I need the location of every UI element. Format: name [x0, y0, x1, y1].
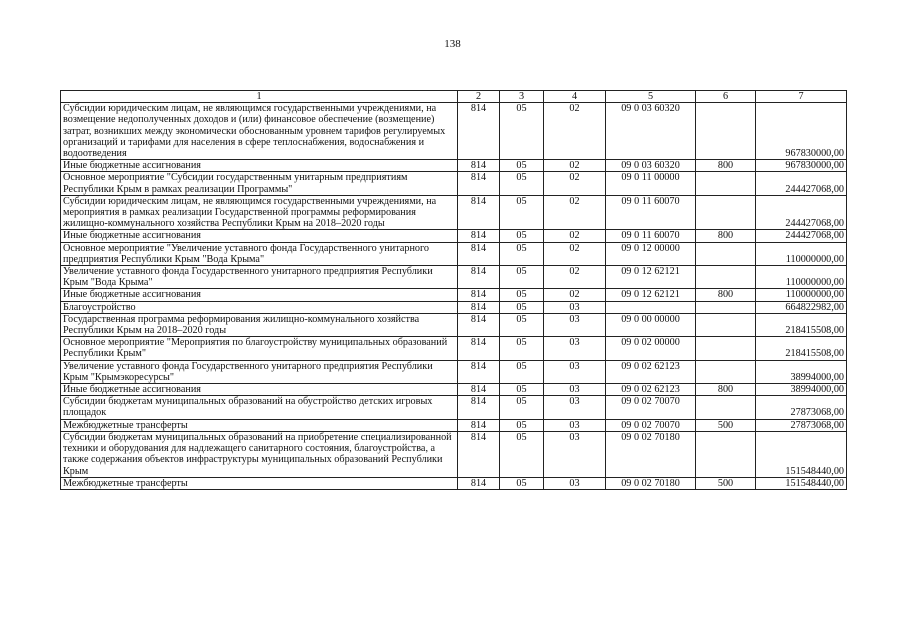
column-header: 2	[458, 91, 500, 103]
row-name: Иные бюджетные ассигнования	[61, 289, 458, 301]
row-code-section: 05	[500, 313, 544, 336]
row-amount: 218415508,00	[756, 337, 847, 360]
table-row	[61, 360, 847, 383]
row-name: Основное мероприятие "Увеличение уставного фонда Государственного унитарного предприятия Республики Крым "Вода Крыма"	[61, 242, 458, 265]
row-name: Основное мероприятие "Субсидии государственным унитарным предприятиям Республики Крым в рамках реализации Программы"	[61, 172, 458, 195]
row-name: Межбюджетные трансферты	[61, 419, 458, 431]
row-code-subsection: 02	[544, 289, 606, 301]
row-code-target-article: 09 0 02 70070	[606, 396, 696, 419]
row-code-ministry: 814	[458, 301, 500, 313]
row-code-subsection: 02	[544, 103, 606, 160]
row-code-target-article: 09 0 02 70180	[606, 477, 696, 489]
row-name: Субсидии юридическим лицам, не являющимся государственными учреждениями, на мероприятия в рамках реализации Государственной программы реформирования жилищно-коммунального хозяйства Республики Крым на 2018–2020 годы	[61, 195, 458, 230]
row-code-target-article: 09 0 11 00000	[606, 172, 696, 195]
row-code-target-article: 09 0 02 00000	[606, 337, 696, 360]
row-code-expense-type	[696, 313, 756, 336]
row-code-subsection: 02	[544, 195, 606, 230]
row-code-expense-type	[696, 431, 756, 477]
row-amount: 27873068,00	[756, 419, 847, 431]
row-amount: 151548440,00	[756, 431, 847, 477]
row-code-ministry: 814	[458, 195, 500, 230]
row-code-target-article	[606, 301, 696, 313]
row-code-expense-type: 800	[696, 160, 756, 172]
row-amount: 38994000,00	[756, 360, 847, 383]
row-amount: 244427068,00	[756, 230, 847, 242]
row-code-expense-type: 800	[696, 230, 756, 242]
row-code-subsection: 03	[544, 301, 606, 313]
row-code-ministry: 814	[458, 103, 500, 160]
row-code-subsection: 03	[544, 360, 606, 383]
budget-table	[60, 90, 847, 490]
row-code-ministry: 814	[458, 230, 500, 242]
row-code-ministry: 814	[458, 477, 500, 489]
row-code-section: 05	[500, 477, 544, 489]
row-code-expense-type	[696, 103, 756, 160]
row-code-subsection: 02	[544, 160, 606, 172]
row-code-section: 05	[500, 384, 544, 396]
table-row	[61, 419, 847, 431]
row-name: Иные бюджетные ассигнования	[61, 384, 458, 396]
row-code-subsection: 03	[544, 396, 606, 419]
row-code-section: 05	[500, 360, 544, 383]
row-code-section: 05	[500, 266, 544, 289]
row-code-target-article: 09 0 02 62123	[606, 360, 696, 383]
table-row	[61, 230, 847, 242]
table-row	[61, 313, 847, 336]
column-header: 4	[544, 91, 606, 103]
column-header: 7	[756, 91, 847, 103]
row-code-ministry: 814	[458, 172, 500, 195]
row-code-expense-type: 800	[696, 289, 756, 301]
row-name: Иные бюджетные ассигнования	[61, 160, 458, 172]
row-code-target-article: 09 0 00 00000	[606, 313, 696, 336]
row-amount: 27873068,00	[756, 396, 847, 419]
row-name: Увеличение уставного фонда Государственного унитарного предприятия Республики Крым "Крымэкоресурсы"	[61, 360, 458, 383]
row-code-section: 05	[500, 160, 544, 172]
row-code-ministry: 814	[458, 242, 500, 265]
row-code-expense-type	[696, 242, 756, 265]
row-name: Благоустройство	[61, 301, 458, 313]
row-code-expense-type	[696, 172, 756, 195]
row-code-section: 05	[500, 419, 544, 431]
row-code-target-article: 09 0 03 60320	[606, 160, 696, 172]
row-code-subsection: 03	[544, 337, 606, 360]
row-code-ministry: 814	[458, 396, 500, 419]
row-name: Увеличение уставного фонда Государственного унитарного предприятия Республики Крым "Вода Крыма"	[61, 266, 458, 289]
table-row	[61, 195, 847, 230]
row-amount: 664822982,00	[756, 301, 847, 313]
table-row	[61, 242, 847, 265]
table-row	[61, 266, 847, 289]
row-code-target-article: 09 0 02 70180	[606, 431, 696, 477]
table-row	[61, 431, 847, 477]
row-code-target-article: 09 0 03 60320	[606, 103, 696, 160]
row-code-subsection: 02	[544, 266, 606, 289]
row-code-subsection: 02	[544, 230, 606, 242]
row-code-ministry: 814	[458, 337, 500, 360]
row-code-ministry: 814	[458, 360, 500, 383]
row-code-subsection: 03	[544, 477, 606, 489]
column-header: 1	[61, 91, 458, 103]
table-row	[61, 477, 847, 489]
row-code-expense-type: 500	[696, 419, 756, 431]
row-name: Субсидии юридическим лицам, не являющимся государственными учреждениями, на возмещение недополученных доходов и (или) финансовое обеспечение (возмещение) затрат, возникших между экономически обоснованным уровнем тарифов регулируемых организаций и тарифами для населения в сфере теплоснабжения, водоснабжения и водоотведения	[61, 103, 458, 160]
row-amount: 244427068,00	[756, 172, 847, 195]
row-name: Основное мероприятие "Мероприятия по благоустройству муниципальных образований Республики Крым"	[61, 337, 458, 360]
row-amount: 244427068,00	[756, 195, 847, 230]
row-code-section: 05	[500, 242, 544, 265]
row-code-section: 05	[500, 289, 544, 301]
row-name: Межбюджетные трансферты	[61, 477, 458, 489]
row-code-expense-type: 800	[696, 384, 756, 396]
row-code-expense-type	[696, 266, 756, 289]
table-row	[61, 160, 847, 172]
row-amount: 151548440,00	[756, 477, 847, 489]
row-code-subsection: 03	[544, 313, 606, 336]
row-code-target-article: 09 0 12 62121	[606, 289, 696, 301]
row-name: Иные бюджетные ассигнования	[61, 230, 458, 242]
row-code-subsection: 03	[544, 419, 606, 431]
row-code-subsection: 02	[544, 172, 606, 195]
row-code-target-article: 09 0 12 00000	[606, 242, 696, 265]
row-code-subsection: 03	[544, 384, 606, 396]
row-code-section: 05	[500, 195, 544, 230]
row-code-ministry: 814	[458, 289, 500, 301]
row-code-expense-type	[696, 195, 756, 230]
table-row	[61, 103, 847, 160]
row-code-target-article: 09 0 11 60070	[606, 230, 696, 242]
row-code-subsection: 02	[544, 242, 606, 265]
table-row	[61, 289, 847, 301]
row-name: Субсидии бюджетам муниципальных образований на приобретение специализированной техники и оборудования для надлежащего санитарного состояния, благоустройства, а также содержания объектов инфраструктуры муниципальных образований Республики Крым	[61, 431, 458, 477]
table-row	[61, 301, 847, 313]
row-code-ministry: 814	[458, 431, 500, 477]
row-amount: 110000000,00	[756, 242, 847, 265]
row-amount: 967830000,00	[756, 103, 847, 160]
table-header-row	[61, 91, 847, 103]
row-code-ministry: 814	[458, 160, 500, 172]
column-header: 6	[696, 91, 756, 103]
page-number: 138	[444, 38, 461, 50]
row-amount: 110000000,00	[756, 266, 847, 289]
row-code-expense-type: 500	[696, 477, 756, 489]
row-code-ministry: 814	[458, 266, 500, 289]
row-code-expense-type	[696, 337, 756, 360]
row-code-expense-type	[696, 396, 756, 419]
row-code-section: 05	[500, 103, 544, 160]
row-code-ministry: 814	[458, 384, 500, 396]
column-header: 5	[606, 91, 696, 103]
column-header: 3	[500, 91, 544, 103]
row-code-target-article: 09 0 11 60070	[606, 195, 696, 230]
row-code-target-article: 09 0 02 70070	[606, 419, 696, 431]
row-code-section: 05	[500, 301, 544, 313]
row-code-section: 05	[500, 337, 544, 360]
row-amount: 110000000,00	[756, 289, 847, 301]
row-amount: 218415508,00	[756, 313, 847, 336]
row-amount: 967830000,00	[756, 160, 847, 172]
row-code-expense-type	[696, 360, 756, 383]
table-row	[61, 172, 847, 195]
row-amount: 38994000,00	[756, 384, 847, 396]
row-code-section: 05	[500, 431, 544, 477]
row-code-ministry: 814	[458, 313, 500, 336]
row-code-section: 05	[500, 396, 544, 419]
row-name: Государственная программа реформирования жилищно-коммунального хозяйства Республики Крым на 2018–2020 годы	[61, 313, 458, 336]
row-code-target-article: 09 0 12 62121	[606, 266, 696, 289]
table-row	[61, 384, 847, 396]
row-code-expense-type	[696, 301, 756, 313]
row-code-section: 05	[500, 230, 544, 242]
table-row	[61, 337, 847, 360]
row-code-subsection: 03	[544, 431, 606, 477]
row-name: Субсидии бюджетам муниципальных образований на обустройство детских игровых площадок	[61, 396, 458, 419]
row-code-section: 05	[500, 172, 544, 195]
row-code-target-article: 09 0 02 62123	[606, 384, 696, 396]
table-row	[61, 396, 847, 419]
row-code-ministry: 814	[458, 419, 500, 431]
